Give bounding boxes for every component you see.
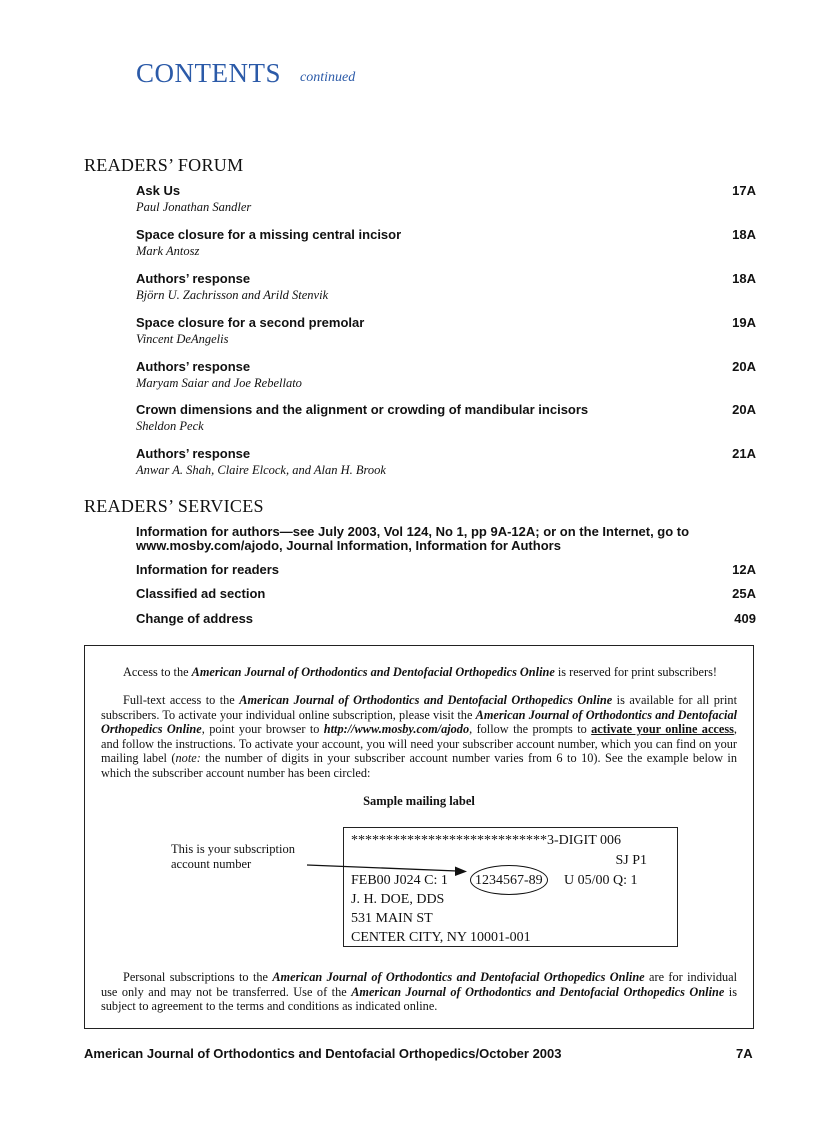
- authors-info-line: www.mosby.com/ajodo, Journal Information, Information for Authors: [136, 538, 561, 553]
- entry-author: Anwar A. Shah, Claire Elcock, and Alan H. Brook: [136, 463, 386, 477]
- toc-entry[interactable]: [136, 562, 756, 577]
- entry-title: Authors’ response: [136, 359, 251, 374]
- label-name: J. H. DOE, DDS: [351, 892, 445, 907]
- toc-entry[interactable]: [136, 227, 756, 259]
- readers-forum-heading: READERS’ FORUM: [84, 155, 244, 175]
- label-city: CENTER CITY, NY 10001-001: [351, 930, 531, 945]
- entry-title: Ask Us: [136, 183, 181, 198]
- entry-page: 20A: [732, 402, 756, 417]
- entry-author: Mark Antosz: [136, 244, 200, 258]
- footer-page-number: 7A: [736, 1046, 753, 1061]
- readers-services-heading: READERS’ SERVICES: [84, 496, 264, 516]
- entry-title: Authors’ response: [136, 271, 251, 286]
- entry-title: Information for readers: [136, 562, 280, 577]
- journal-url-link[interactable]: http://www.mosby.com/ajodo: [323, 722, 470, 737]
- label-line: SJ P1: [615, 853, 647, 868]
- account-number: 1234567-89: [475, 873, 543, 888]
- label-line: U 05/00 Q: 1: [564, 873, 638, 888]
- toc-entry[interactable]: [136, 402, 756, 434]
- access-paragraph: Access to the American Journal of Orthodontics and Dentofacial Orthopedics Online is reserved for print subscribers!: [123, 665, 717, 679]
- fulltext-paragraph: Full-text access to the American Journal of Orthodontics and Dentofacial Orthopedics Online is available for all print subscribers. To activate your individual online subscription, please visit the American Journal of Orthodontics and Dentofacial Orthopedics Online, point your browser to http://www.mosby.com/ajodo, follow the prompts to activate your online access, and follow the instructions. To activate your account, you will need your subscriber account number, which you can find on your mailing label (note: the number of digits in your subscriber account number varies from 6 to 10). See the example below in which the subscriber account number has been circled:: [101, 693, 738, 780]
- entry-title: Space closure for a second premolar: [136, 315, 365, 330]
- entry-author: Maryam Saiar and Joe Rebellato: [136, 376, 302, 390]
- toc-entry[interactable]: [136, 359, 756, 391]
- entry-author: Vincent DeAngelis: [136, 332, 229, 346]
- entry-page: 18A: [732, 271, 756, 286]
- sample-label-title: Sample mailing label: [363, 794, 475, 808]
- entry-page: 21A: [732, 446, 756, 461]
- toc-entry[interactable]: [136, 611, 756, 626]
- entry-page: 17A: [732, 183, 756, 198]
- personal-subscriptions-paragraph: Personal subscriptions to the American Journal of Orthodontics and Dentofacial Orthopedics Online are for individual use only and may not be transferred. Use of the American Journal of Orthodontics and Dentofacial Orthopedics Online is subject to agreement to the terms and conditions as indicated online.: [101, 970, 737, 1014]
- entry-title: Authors’ response: [136, 446, 251, 461]
- entry-page: 12A: [732, 562, 756, 577]
- online-access-box: [84, 645, 754, 1029]
- toc-entry[interactable]: [136, 183, 756, 215]
- entry-author: Björn U. Zachrisson and Arild Stenvik: [136, 288, 329, 302]
- entry-page: 18A: [732, 227, 756, 242]
- entry-title: Crown dimensions and the alignment or crowding of mandibular incisors: [136, 402, 589, 417]
- toc-entry[interactable]: [136, 271, 756, 303]
- continued-label: continued: [300, 70, 356, 85]
- footer-journal: American Journal of Orthodontics and Dentofacial Orthopedics/October 2003: [84, 1046, 562, 1061]
- label-street: 531 MAIN ST: [351, 911, 433, 926]
- subscription-number-caption: This is your subscription account number: [171, 842, 295, 871]
- entry-title: Space closure for a missing central incisor: [136, 227, 402, 242]
- sample-mailing-label: [343, 827, 678, 947]
- entry-author: Sheldon Peck: [136, 419, 204, 433]
- activate-online-access-link[interactable]: activate your online access: [591, 722, 734, 737]
- entry-title: Classified ad section: [136, 586, 266, 601]
- toc-entry[interactable]: [136, 315, 756, 347]
- toc-entry[interactable]: [136, 586, 756, 601]
- page-title: CONTENTS: [136, 58, 281, 88]
- entry-page: 19A: [732, 315, 756, 330]
- label-line: FEB00 J024 C: 1: [351, 873, 448, 888]
- label-line: ****************************3-DIGIT 006: [351, 833, 622, 848]
- entry-author: Paul Jonathan Sandler: [136, 200, 252, 214]
- entry-page: 409: [734, 611, 756, 626]
- toc-entry[interactable]: [136, 446, 756, 478]
- authors-info-line: Information for authors—see July 2003, Vol 124, No 1, pp 9A-12A; or on the Internet, go to: [136, 524, 690, 539]
- entry-page: 25A: [732, 586, 756, 601]
- entry-page: 20A: [732, 359, 756, 374]
- authors-info[interactable]: [136, 525, 756, 553]
- entry-title: Change of address: [136, 611, 254, 626]
